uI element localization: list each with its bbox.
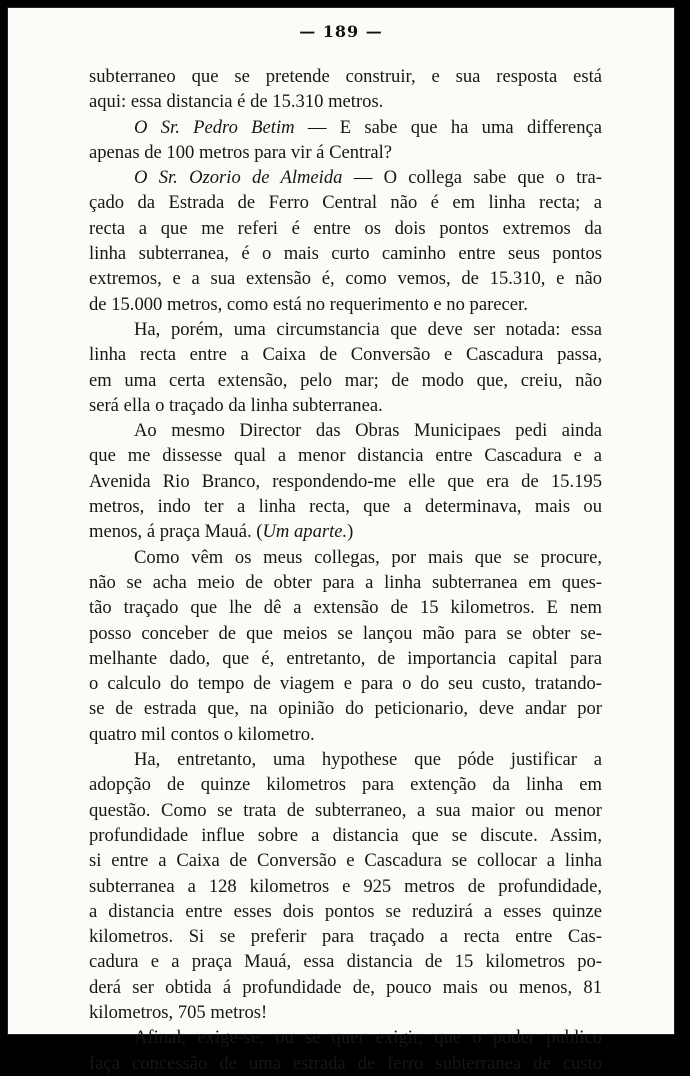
text-line: [89, 393, 602, 418]
line-text: em uma certa extensão, pelo mar; de modo que, creiu, não: [89, 369, 602, 391]
aside-remark: Um aparte.: [262, 521, 348, 543]
text-line: [89, 899, 602, 924]
text-line: [89, 115, 602, 140]
line-text: Ha, entretanto, uma hypothese que póde justificar a: [134, 749, 602, 771]
text-line: [89, 772, 602, 797]
line-text: quatro mil contos o kilometro.: [89, 723, 315, 745]
line-text: a distancia entre esses dois pontos se reduzirá a esses quinze: [89, 900, 602, 922]
line-text: çado da Estrada de Ferro Central não é em linha recta; a: [89, 192, 602, 214]
line-text: que me dissesse qual a menor distancia entre Cascadura e a: [89, 445, 602, 467]
line-text: o calculo do tempo de viagem e para o do seu custo, tratando-: [89, 673, 602, 695]
text-line: [89, 1025, 602, 1050]
text-line: [89, 292, 602, 317]
text-line: [89, 798, 602, 823]
line-text: profundidade influe sobre a distancia que se discute. Assim,: [89, 824, 602, 846]
text-line: [89, 1051, 602, 1076]
text-line: [89, 368, 602, 393]
line-text: Como vêm os meus collegas, por mais que se procure,: [134, 546, 602, 568]
body-text: [89, 64, 602, 1076]
text-line: [89, 975, 602, 1000]
line-text: será ella o traçado da linha subterranea.: [89, 394, 383, 416]
text-line: [89, 722, 602, 747]
text-line: [89, 747, 602, 772]
text-line: [89, 1000, 602, 1025]
text-line: [89, 671, 602, 696]
text-line: [89, 949, 602, 974]
line-text: adopção de quinze kilometros para extenção da linha em: [89, 774, 602, 796]
line-text: subterranea a 128 kilometros e 925 metros de profundidade,: [89, 875, 602, 897]
text-line: [89, 823, 602, 848]
line-text: cadura e a praça Mauá, essa distancia de 15 kilometros po-: [89, 951, 602, 973]
text-line: [89, 190, 602, 215]
line-text: Afinal, exige-se, ou se quer exigir, que o poder publico: [134, 1027, 602, 1049]
document-page: [7, 7, 675, 1074]
text-line: [89, 874, 602, 899]
line-text-after: ): [347, 521, 354, 543]
text-line: [89, 848, 602, 873]
text-line: [89, 545, 602, 570]
line-text: não se acha meio de obter para a linha subterranea em ques-: [89, 571, 602, 593]
line-text: menos, á praça Mauá. (: [89, 521, 263, 543]
text-line: [89, 595, 602, 620]
line-text: aqui: essa distancia é de 15.310 metros.: [89, 91, 384, 113]
text-line: [89, 342, 602, 367]
line-text: de 15.000 metros, como está no requerimento e no parecer.: [89, 293, 528, 315]
line-text: metros, indo ter a linha recta, que a determinava, mais ou: [89, 496, 602, 518]
line-text: questão. Como se trata de subterraneo, a sua maior ou menor: [89, 799, 602, 821]
line-text: linha recta entre a Caixa de Conversão e Cascadura passa,: [89, 344, 602, 366]
line-text: derá ser obtida á profundidade de, pouco mais ou menos, 81: [89, 976, 602, 998]
text-line: [89, 89, 602, 114]
line-text: faça concessão de uma estrada de ferro subterranea de custo: [89, 1052, 602, 1074]
text-line: [89, 494, 602, 519]
line-text: recta a que me referi é entre os dois pontos extremos da: [89, 217, 602, 239]
line-text: posso conceber de que meios se lançou mão para se obter se-: [89, 622, 602, 644]
speaker-name: O Sr. Pedro Betim: [134, 116, 295, 138]
line-text: linha subterranea, é o mais curto caminho entre seus pontos: [89, 243, 602, 265]
text-line: [89, 317, 602, 342]
text-line: [89, 443, 602, 468]
line-text: Avenida Rio Branco, respondendo-me elle que era de 15.195: [89, 470, 602, 492]
text-line: [89, 216, 602, 241]
speaker-name: O Sr. Ozorio de Almeida: [134, 167, 343, 189]
text-line: [89, 646, 602, 671]
text-line: [89, 241, 602, 266]
text-line: [89, 621, 602, 646]
text-line: [89, 570, 602, 595]
line-text: Ha, porém, uma circumstancia que deve ser notada: essa: [134, 318, 602, 340]
text-line: [89, 266, 602, 291]
line-text: — O collega sabe que o tra-: [342, 167, 602, 189]
line-text: kilometros, 705 metros!: [89, 1001, 268, 1023]
text-line: [89, 519, 602, 544]
line-text: se de estrada que, na opinião do peticionario, deve andar por: [89, 698, 602, 720]
text-line: [89, 418, 602, 443]
line-text: kilometros. Si se preferir para traçado a recta entre Cas-: [89, 926, 602, 948]
line-text: apenas de 100 metros para vir á Central?: [89, 141, 393, 163]
line-text: Ao mesmo Director das Obras Municipaes pedi ainda: [134, 420, 602, 442]
text-line: [89, 64, 602, 89]
line-text: — E sabe que ha uma differença: [294, 116, 602, 138]
line-text: tão traçado que lhe dê a extensão de 15 kilometros. E nem: [89, 597, 602, 619]
text-line: [89, 696, 602, 721]
text-line: [89, 924, 602, 949]
line-text: subterraneo que se pretende construir, e sua resposta está: [89, 66, 602, 87]
text-line: [89, 165, 602, 190]
line-text: si entre a Caixa de Conversão e Cascadura se collocar a linha: [89, 850, 602, 872]
page-number: — 189 —: [299, 22, 383, 41]
text-line: [89, 469, 602, 494]
line-text: melhante dado, que é, entretanto, de importancia capital para: [89, 647, 602, 669]
line-text: extremos, e a sua extensão é, como vemos, de 15.310, e não: [89, 268, 602, 290]
text-line: [89, 140, 602, 165]
